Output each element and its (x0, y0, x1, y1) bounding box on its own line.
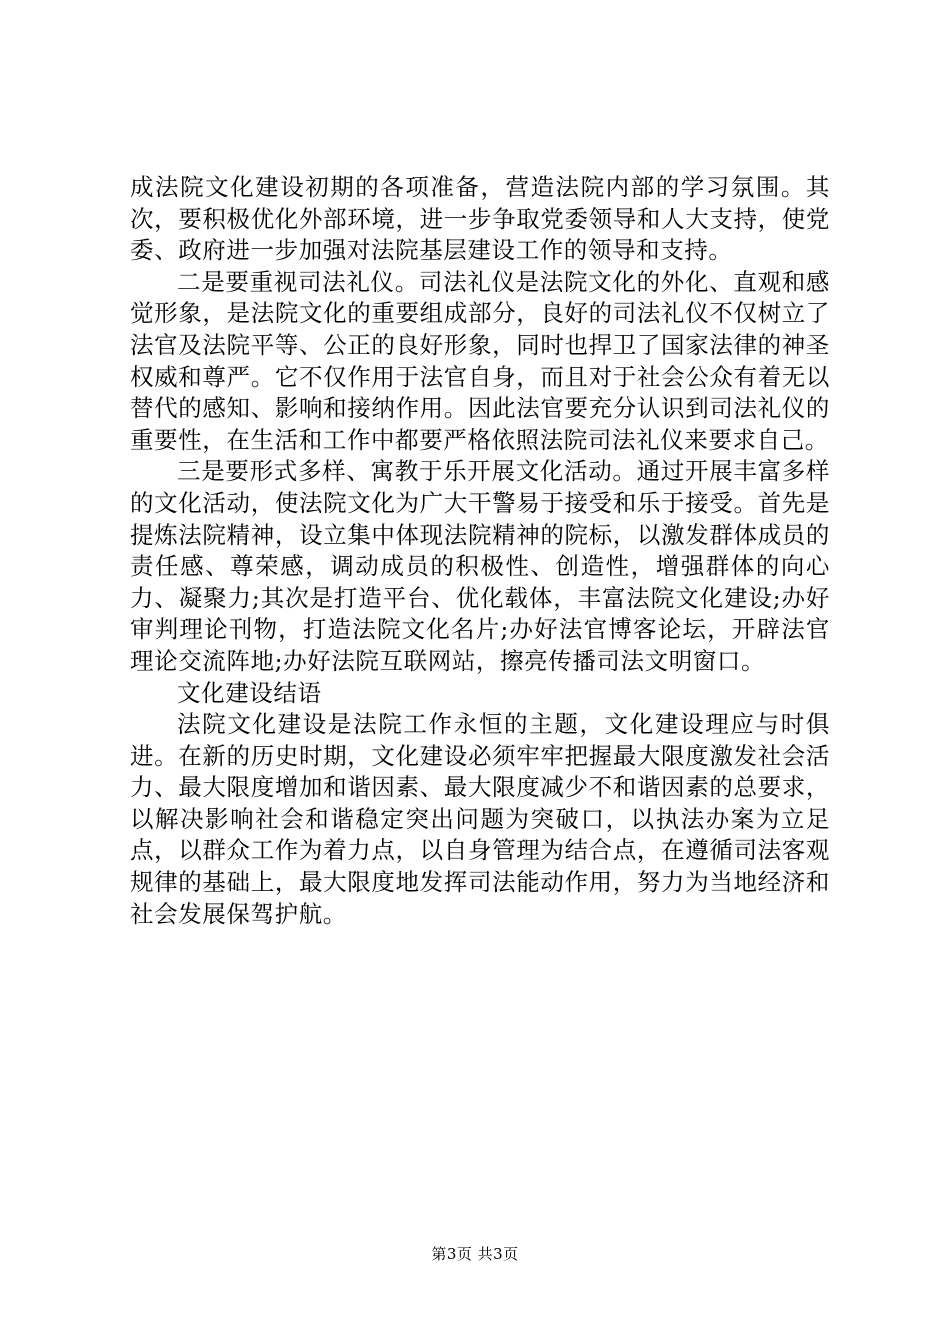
document-body (130, 172, 830, 930)
page-number-footer: 第3页 共3页 (431, 1245, 519, 1263)
paragraph-conclusion: 法院文化建设是法院工作永恒的主题，文化建设理应与时俱进。在新的历史时期，文化建设必须牢牢把握最大限度激发社会活力、最大限度增加和谐因素、最大限度减少不和谐因素的总要求，以解决影响社会和谐稳定突出问题为突破口，以执法办案为立足点，以群众工作为着力点，以自身管理为结合点，在遵循司法客观规律的基础上，最大限度地发挥司法能动作用，努力为当地经济和社会发展保驾护航。 (130, 710, 830, 928)
paragraph-continuation: 成法院文化建设初期的各项准备，营造法院内部的学习氛围。其次，要积极优化外部环境，进一步争取党委领导和人大支持，使党委、政府进一步加强对法院基层建设工作的领导和支持。 (130, 173, 830, 265)
section-heading: 文化建设结语 (177, 678, 322, 707)
paragraph-judicial-etiquette: 二是要重视司法礼仪。司法礼仪是法院文化的外化、直观和感觉形象，是法院文化的重要组成部分，良好的司法礼仪不仅树立了法官及法院平等、公正的良好形象，同时也捍卫了国家法律的神圣权威和尊严。它不仅作用于法官自身，而且对于社会公众有着无以替代的感知、影响和接纳作用。因此法官要充分认识到司法礼仪的重要性，在生活和工作中都要严格依照法院司法礼仪来要求自己。 (130, 267, 830, 454)
paragraph-cultural-activities: 三是要形式多样、寓教于乐开展文化活动。通过开展丰富多样的文化活动，使法院文化为广大干警易于接受和乐于接受。首先是提炼法院精神，设立集中体现法院精神的院标，以激发群体成员的责任感、尊荣感，调动成员的积极性、创造性，增强群体的向心力、凝聚力;其次是打造平台、优化载体，丰富法院文化建设;办好审判理论刊物，打造法院文化名片;办好法官博客论坛，开辟法官理论交流阵地;办好法院互联网站，擦亮传播司法文明窗口。 (130, 457, 830, 675)
